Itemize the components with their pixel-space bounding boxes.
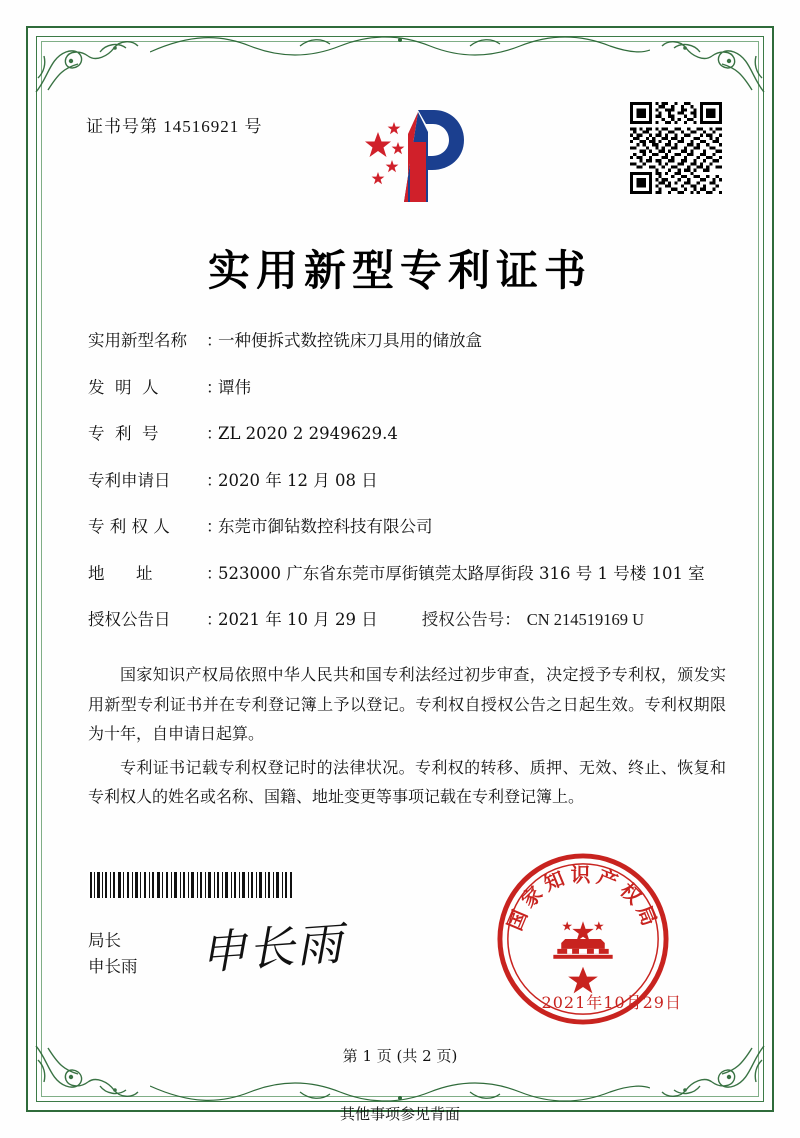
field-value-grant-date: 2021 年 10 月 29 日 — [218, 610, 378, 630]
paragraph-grant: 国家知识产权局依照中华人民共和国专利法经过初步审查，决定授予专利权，颁发实用新型专利证书并在专利登记簿上予以登记。专利权自授权公告之日起生效。专利权期限为十年，自申请日起算。 — [88, 665, 726, 744]
field-colon: ： — [206, 517, 223, 537]
field-row — [88, 375, 730, 401]
field-label: 专 利 权 人 — [88, 517, 170, 537]
footer-note: 其他事项参见背面 — [339, 1105, 460, 1123]
field-label-publication-number: 授权公告号 — [421, 610, 505, 630]
field-colon: ： — [504, 610, 521, 630]
field-label: 地 址 — [88, 563, 153, 583]
field-colon: ： — [206, 331, 223, 350]
page-number: 第 1 页 (共 2 页) — [342, 1047, 458, 1065]
certificate-number: 证书号第 14516921 号 — [86, 117, 263, 136]
field-value-address: 523000 广东省东莞市厚街镇莞太路厚街段 316 号 1 号楼 101 室 — [218, 563, 705, 583]
field-row-grant — [88, 607, 730, 633]
field-colon: ： — [206, 377, 223, 397]
field-value-inventor: 谭伟 — [218, 377, 251, 397]
field-row — [88, 514, 730, 540]
field-label: 发 明 人 — [88, 377, 159, 397]
field-label: 授权公告日 — [88, 610, 171, 630]
barcode-icon — [88, 872, 296, 898]
field-label: 专 利 号 — [88, 424, 159, 444]
legal-paragraphs — [88, 660, 726, 816]
field-label: 专利申请日 — [88, 470, 171, 490]
seal-date: 2021年10月29日 — [541, 993, 682, 1012]
field-colon: ： — [206, 470, 223, 490]
signature-role: 局长 — [88, 931, 121, 950]
field-colon: ： — [206, 424, 223, 444]
page-title: 实用新型专利证书 — [207, 246, 592, 295]
field-row — [88, 328, 730, 354]
field-value-patentee: 东莞市御钻数控科技有限公司 — [218, 517, 433, 537]
certificate-content — [60, 60, 740, 1078]
top-border-ornament-icon — [150, 30, 650, 60]
field-colon: ： — [206, 610, 223, 630]
cnipa-logo-icon — [348, 102, 488, 212]
field-value-utility-model-name: 一种便拆式数控铣床刀具用的储放盒 — [218, 331, 482, 350]
signature-name: 申长雨 — [88, 957, 138, 977]
svg-text:国家知识产权局: 国家知识产权局 — [502, 862, 664, 934]
handwritten-signature: 申长雨 — [198, 916, 346, 980]
field-row — [88, 421, 730, 447]
field-colon: ： — [206, 563, 223, 583]
field-row — [88, 468, 730, 494]
signature-block — [88, 928, 138, 981]
fields-list — [88, 328, 730, 654]
qr-code-icon — [630, 102, 722, 194]
field-row — [88, 561, 730, 587]
field-label: 实用新型名称 — [88, 331, 187, 350]
paragraph-registry: 专利证书记载专利权登记时的法律状况。专利权的转移、质押、无效、终止、恢复和专利权人的姓名或名称、国籍、地址变更等事项记载在专利登记簿上。 — [88, 757, 726, 807]
field-value-application-date: 2020 年 12 月 08 日 — [218, 470, 378, 490]
field-value-patent-number: ZL 2020 2 2949629.4 — [218, 424, 398, 444]
field-value-publication-number: CN 214519169 U — [526, 610, 645, 630]
